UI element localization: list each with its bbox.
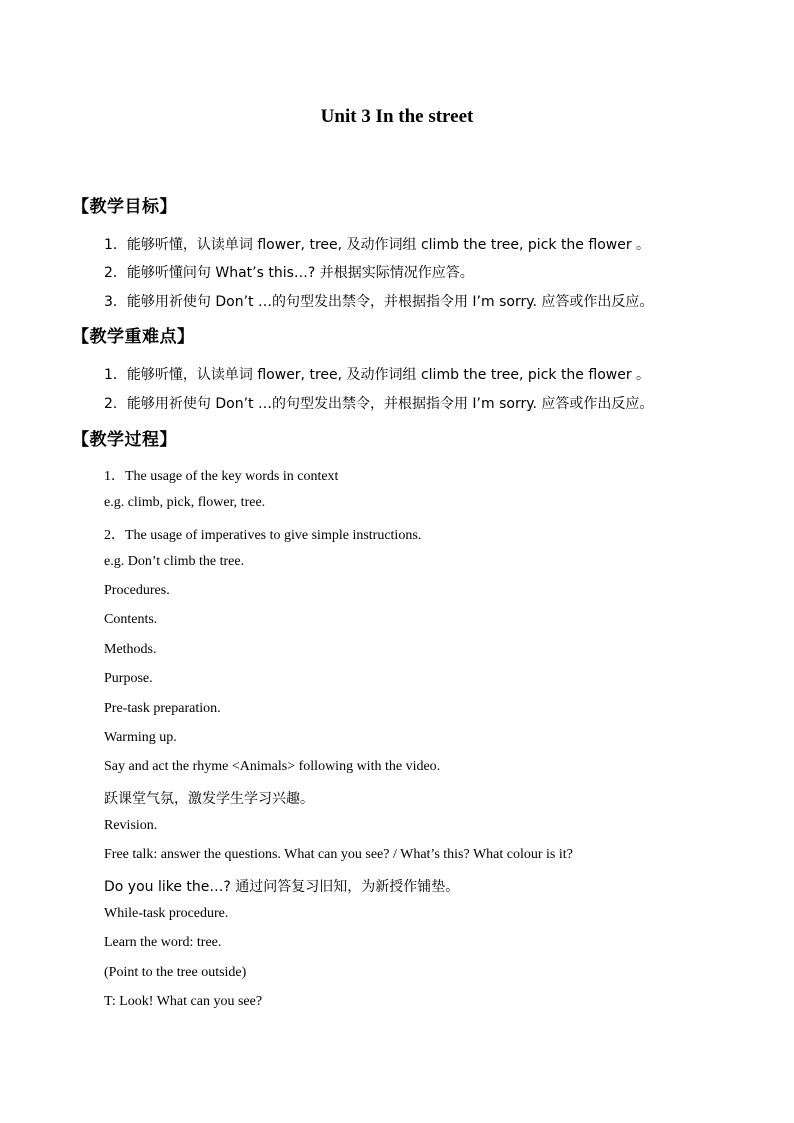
process-line: While-task procedure. [104, 906, 229, 921]
process-line: Free talk: answer the questions. What can you see? / What’s this? What colour is it? [104, 847, 573, 862]
process-line: Procedures. [104, 583, 170, 598]
process-line: 1．The usage of the key words in context [104, 469, 339, 484]
process-line: (Point to the tree outside) [104, 965, 247, 980]
objective-item: 2．能够听懂问句 What’s this…? 并根据实际情况作应答。 [104, 265, 474, 281]
document-title: Unit 3 In the street [320, 106, 474, 127]
section-heading-key-points: 【教学重难点】 [72, 327, 195, 347]
process-line: Say and act the rhyme <Animals> following with the video. [104, 759, 441, 774]
process-line: Purpose. [104, 671, 153, 686]
process-line: T: Look! What can you see? [104, 994, 263, 1009]
process-line: e.g. Don’t climb the tree. [104, 554, 245, 569]
process-line: Do you like the…? 通过问答复习旧知，为新授作铺垫。 [104, 879, 460, 895]
process-line: Revision. [104, 818, 158, 833]
process-line: 2．The usage of imperatives to give simple instructions. [104, 528, 422, 543]
key-point-item: 2．能够用祈使句 Don’t …的句型发出禁令，并根据指令用 I’m sorry. 应答或作出反应。 [104, 396, 654, 412]
objective-item: 3．能够用祈使句 Don’t …的句型发出禁令，并根据指令用 I’m sorry. 应答或作出反应。 [104, 294, 654, 310]
process-line: 跃课堂气氛，激发学生学习兴趣。 [104, 791, 314, 807]
key-point-item: 1．能够听懂，认读单词 flower, tree, 及动作词组 climb the tree, pick the flower 。 [104, 367, 651, 383]
process-line: Methods. [104, 642, 157, 657]
process-line: Pre-task preparation. [104, 701, 221, 716]
section-heading-process: 【教学过程】 [72, 430, 177, 450]
process-line: Warming up. [104, 730, 177, 745]
process-line: Learn the word: tree. [104, 935, 222, 950]
section-heading-objectives: 【教学目标】 [72, 197, 177, 217]
objective-item: 1．能够听懂，认读单词 flower, tree, 及动作词组 climb the tree, pick the flower 。 [104, 237, 651, 253]
process-line: e.g. climb, pick, flower, tree. [104, 495, 266, 510]
process-line: Contents. [104, 612, 158, 627]
